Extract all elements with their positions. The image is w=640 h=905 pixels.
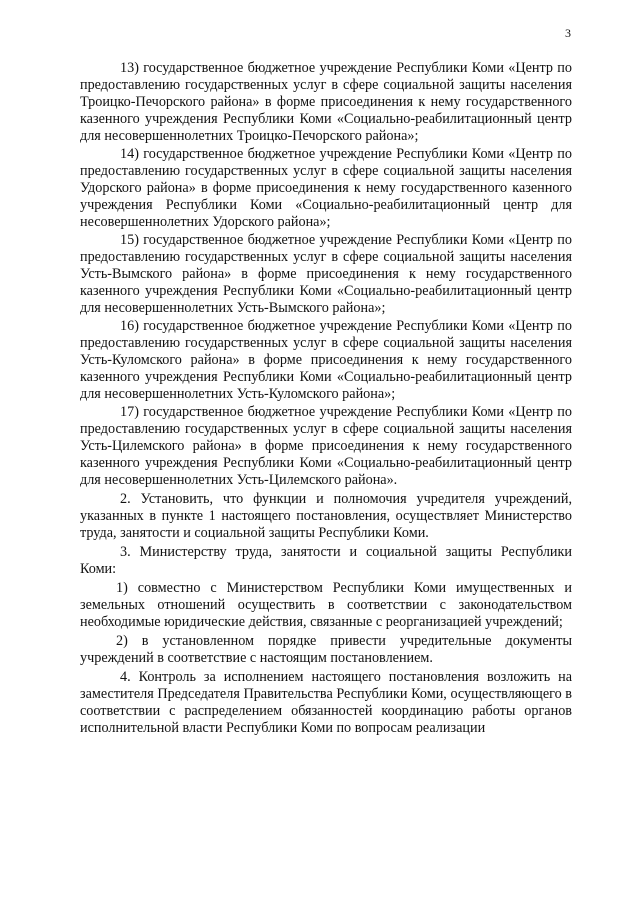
- list-item-14: 14) государственное бюджетное учреждение Республики Коми «Центр по предоставлению государственных услуг в сфере социальной защиты населения Удорского района» в форме присоединения к нему государственного казенного учреждения Республики Коми «Социально-реабилитационный центр для несовершеннолетних Удорского района»;: [80, 146, 572, 230]
- section-3-subitems: [80, 580, 572, 667]
- list-item-17: 17) государственное бюджетное учреждение Республики Коми «Центр по предоставлению государственных услуг в сфере социальной защиты населения Усть-Цилемского района» в форме присоединения к нему государственного казенного учреждения Республики Коми «Социально-реабилитационный центр для несовершеннолетних Усть-Цилемского района».: [80, 404, 572, 488]
- section-4: 4. Контроль за исполнением настоящего постановления возложить на заместителя Председателя Правительства Республики Коми, осуществляющего в соответствии с распределением обязанностей координацию работы органов исполнительной власти Республики Коми по вопросам реализации: [80, 669, 572, 736]
- section-3-subitem-2: 2) в установленном порядке привести учредительные документы учреждений в соответствие с настоящим постановлением.: [80, 633, 572, 666]
- list-item-15: 15) государственное бюджетное учреждение Республики Коми «Центр по предоставлению государственных услуг в сфере социальной защиты населения Усть-Вымского района» в форме присоединения к нему государственного казенного учреждения Республики Коми «Социально-реабилитационный центр для несовершеннолетних Усть-Вымского района»;: [80, 232, 572, 316]
- list-item-16: 16) государственное бюджетное учреждение Республики Коми «Центр по предоставлению государственных услуг в сфере социальной защиты населения Усть-Куломского района» в форме присоединения к нему государственного казенного учреждения Республики Коми «Социально-реабилитационный центр для несовершеннолетних Усть-Куломского района»;: [80, 318, 572, 402]
- section-3-subitem-1: 1) совместно с Министерством Республики Коми имущественных и земельных отношений осуществить в соответствии с законодательством необходимые юридические действия, связанные с реорганизацией учреждений;: [80, 580, 572, 630]
- section-3-intro: 3. Министерству труда, занятости и социальной защиты Республики Коми:: [80, 544, 572, 577]
- section-2: 2. Установить, что функции и полномочия учредителя учреждений, указанных в пункте 1 настоящего постановления, осуществляет Министерство труда, занятости и социальной защиты Республики Коми.: [80, 491, 572, 541]
- page-number: 3: [565, 26, 571, 40]
- document-body: [80, 60, 572, 737]
- list-item-13: 13) государственное бюджетное учреждение Республики Коми «Центр по предоставлению государственных услуг в сфере социальной защиты населения Троицко-Печорского района» в форме присоединения к нему государственного казенного учреждения Республики Коми «Социально-реабилитационный центр для несовершеннолетних Троицко-Печорского района»;: [80, 60, 572, 144]
